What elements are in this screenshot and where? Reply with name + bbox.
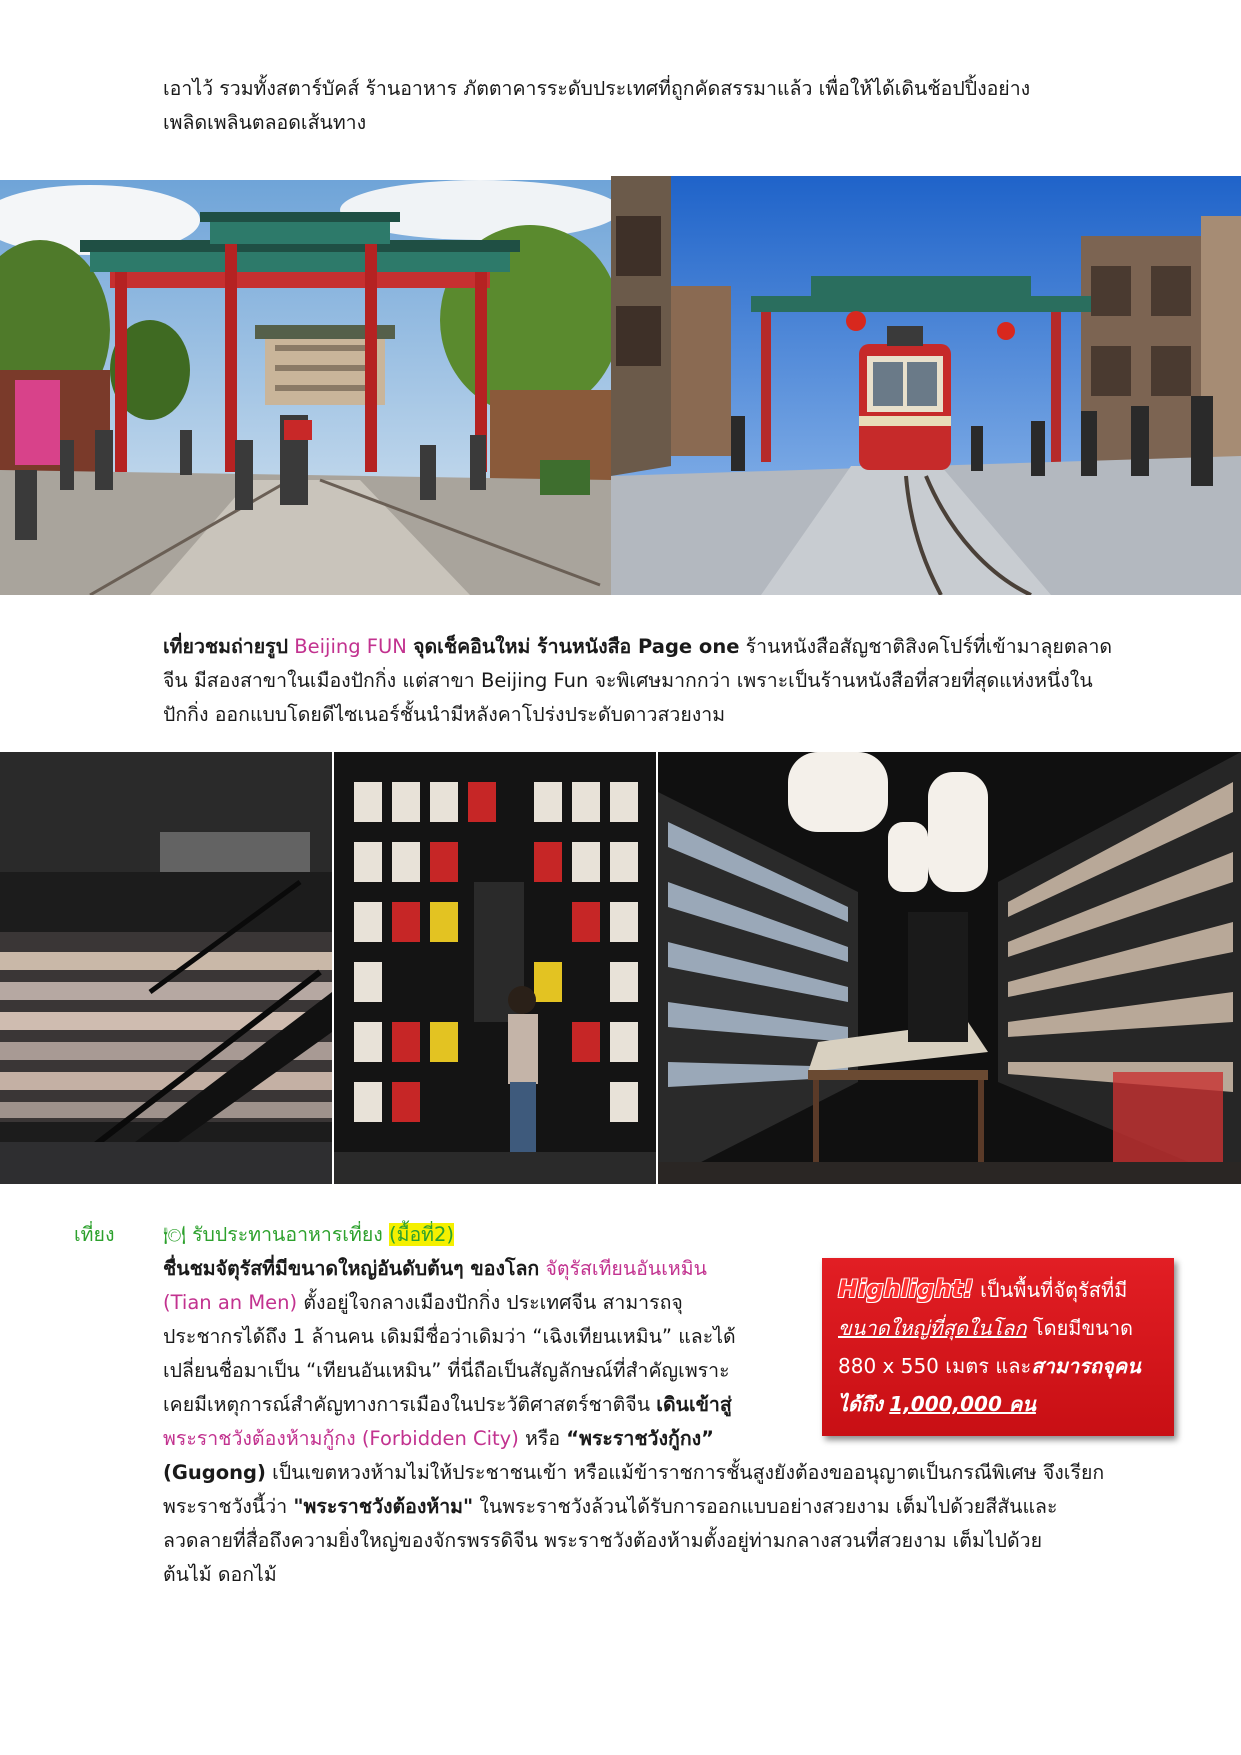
largest-in-world: ขนาดใหญ่ที่สุดในโลก: [838, 1316, 1027, 1340]
forbidden-palace-name: "พระราชวังต้องห้าม": [293, 1495, 474, 1518]
bookstore-aisle-photo: [658, 752, 1241, 1184]
intro-paragraph: [163, 72, 1173, 140]
highlight-text-1: เป็นพื้นที่จัตุรัสที่มี: [980, 1278, 1128, 1302]
meal-number-badge: (มื้อที่2): [388, 1223, 455, 1246]
tiananmen-line-8-text: พระราชวังนี้ว่า: [163, 1495, 288, 1518]
gugong-name: “พระราชวังกู้กง”: [566, 1427, 714, 1450]
tiananmen-line-10: ต้นไม้ ดอกไม้: [163, 1563, 277, 1586]
forbidden-city-name: พระราชวังต้องห้ามกู้กง (Forbidden City): [163, 1427, 519, 1450]
bookstore-name: Beijing FUN: [294, 635, 407, 658]
tiananmen-line-7-rest: เป็นเขตหวงห้ามไม่ให้ประชาชนเข้า หรือแม้ข้าราชการชั้นสูงยังต้องขออนุญาตเป็นกรณีพิเศษ จึงเรียก: [272, 1461, 1105, 1484]
tiananmen-line-8-rest: ในพระราชวังล้วนได้รับการออกแบบอย่างสวยงาม เต็มไปด้วยสีสันและ: [479, 1495, 1058, 1518]
bookstore-line-1-rest: ร้านหนังสือสัญชาติสิงคโปร์ที่เข้ามาลุยตลาด: [745, 635, 1113, 658]
bookstore-paragraph: [163, 630, 1193, 732]
bookstore-line-2: จีน มีสองสาขาในเมืองปักกิ่ง แต่สาขา Beijing Fun จะพิเศษมากกว่า เพราะเป็นร้านหนังสือที่สวยที่สุดแห่งหนึ่งใน: [163, 669, 1093, 692]
qianmen-street-tram-photo: [611, 176, 1241, 595]
tiananmen-line-4: เปลี่ยนชื่อมาเป็น “เทียนอันเหมิน” ที่นี่ถือเป็นสัญลักษณ์ที่สำคัญเพราะ: [163, 1359, 730, 1382]
bookstore-checkin: จุดเช็คอินใหม่ ร้านหนังสือ Page one: [413, 635, 740, 658]
bookstore-line-3: ปักกิ่ง ออกแบบโดยดีไซเนอร์ชั้นนำมีหลังคาโปร่งประดับดาวสวยงาม: [163, 703, 726, 726]
bookstore-shelves-reader-photo: [334, 752, 656, 1184]
qianmen-street-gate-photo: [0, 180, 611, 595]
tiananmen-line-5-text: เคยมีเหตุการณ์สำคัญทางการเมืองในประวัติศาสตร์ชาติจีน: [163, 1393, 651, 1416]
tiananmen-heading: ชื่นชมจัตุรัสที่มีขนาดใหญ่อันดับต้นๆ ของโลก: [163, 1257, 540, 1280]
lunch-text: รับประทานอาหารเที่ยง: [192, 1223, 383, 1246]
tiananmen-line-2-rest: ตั้งอยู่ใจกลางเมืองปักกิ่ง ประเทศจีน สามารถจุ: [303, 1291, 683, 1314]
plate-utensils-icon: 🍽︎: [163, 1225, 186, 1246]
intro-line-1: เอาไว้ รวมทั้งสตาร์บัคส์ ร้านอาหาร ภัตตาคารระดับประเทศที่ถูกคัดสรรมาแล้ว เพื่อให้ได้เดินช้อปปิ้งอย่าง: [163, 77, 1031, 100]
highlight-line-3: [838, 1347, 1158, 1385]
tiananmen-name-en: (Tian an Men): [163, 1291, 298, 1314]
tiananmen-line-7: [163, 1456, 1173, 1490]
highlight-word: Highlight!: [838, 1275, 974, 1303]
bookstore-lead: เที่ยวชมถ่ายรูป: [163, 635, 289, 658]
bookstore-staircase-photo: [0, 752, 332, 1184]
walk-into-label: เดินเข้าสู่: [656, 1393, 732, 1416]
tiananmen-name-th: จัตุรัสเทียนอันเหมิน: [545, 1257, 707, 1280]
capacity-label: สามารถจุคน: [1031, 1354, 1141, 1378]
tiananmen-line-8: [163, 1490, 1173, 1524]
tiananmen-line-9: ลวดลายที่สื่อถึงความยิ่งใหญ่ของจักรพรรดิจีน พระราชวังต้องห้ามตั้งอยู่ท่ามกลางสวนที่สวยงาม เต็มไปด้วย: [163, 1529, 1043, 1552]
tiananmen-line-3: ประชากรได้ถึง 1 ล้านคน เดิมมีชื่อว่าเดิมว่า “เฉิงเทียนเหมิน” และได้: [163, 1325, 736, 1348]
highlight-line-1: [838, 1270, 1158, 1309]
capacity-value: 1,000,000 คน: [889, 1392, 1036, 1416]
intro-line-2: เพลิดเพลินตลอดเส้นทาง: [163, 111, 367, 134]
lunch-row: [163, 1218, 454, 1253]
highlight-line-4: [838, 1385, 1158, 1423]
gugong-en: (Gugong): [163, 1461, 266, 1484]
highlight-text-2: โดยมีขนาด: [1032, 1316, 1134, 1340]
lunch-label: เที่ยง: [74, 1223, 115, 1246]
up-to-label: ได้ถึง: [838, 1392, 883, 1416]
square-size: 880 x 550 เมตร และ: [838, 1354, 1032, 1378]
bookstore-line-1: [163, 630, 1193, 664]
or-label: หรือ: [525, 1427, 561, 1450]
highlight-line-2: [838, 1309, 1158, 1347]
highlight-box: [822, 1258, 1174, 1436]
